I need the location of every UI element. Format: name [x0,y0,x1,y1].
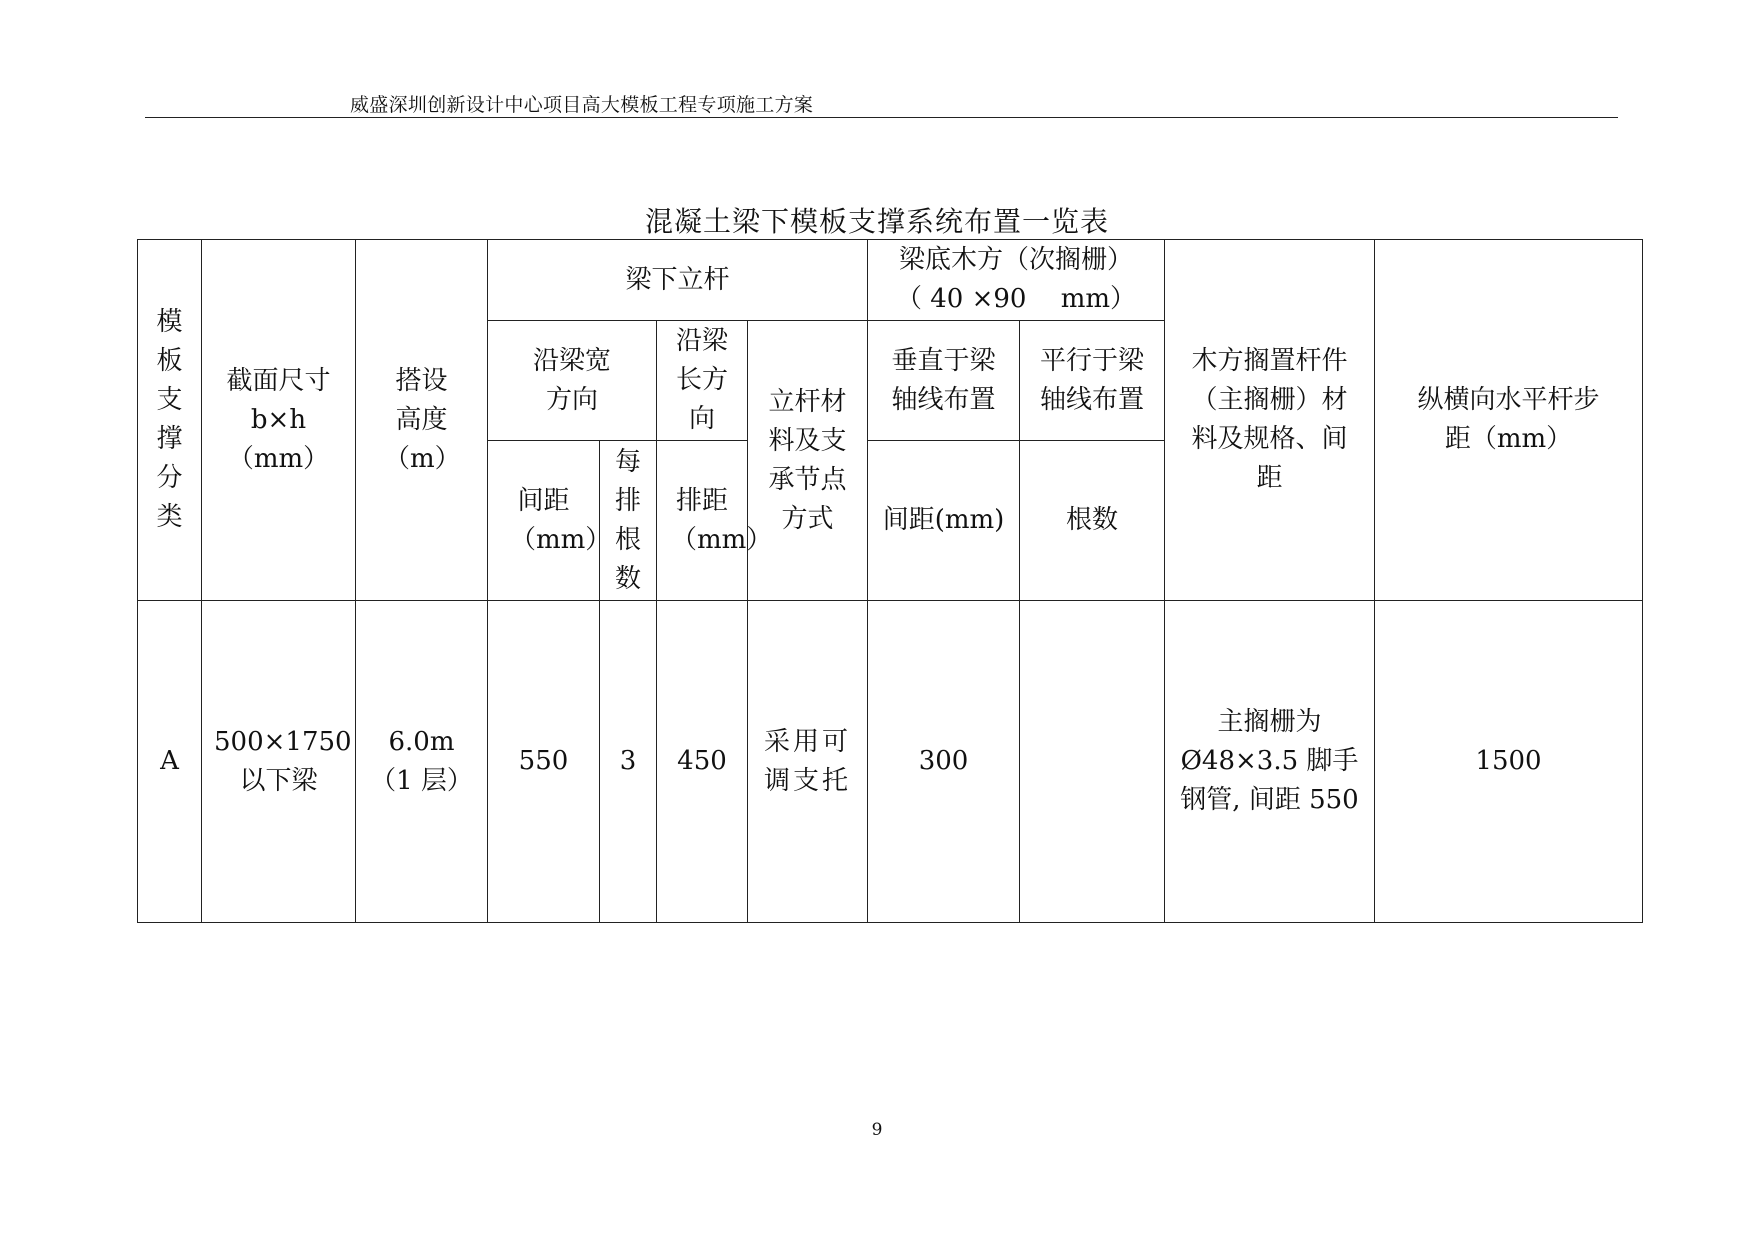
header-pole-group: 梁下立杆 [488,240,868,321]
table-title: 混凝土梁下模板支撑系统布置一览表 [644,205,1109,238]
cell-per-row-count: 3 [600,601,657,923]
header-main-joist: 木方搁置杆件 （主搁栅）材料及规格、间距 [1165,240,1375,601]
cell-row-spacing: 450 [657,601,748,923]
cell-pole-material: 采用可调支托 [748,601,868,923]
header-along-length: 沿梁长方向 [657,321,748,441]
header-timber-count: 根数 [1020,441,1165,601]
cell-section-size: 500×1750 以下梁 [202,601,356,923]
header-horizontal-step: 纵横向水平杆步距（mm） [1375,240,1643,601]
cell-support-class: A [138,601,202,923]
running-header: 威盛深圳创新设计中心项目高大模板工程专项施工方案 [350,94,814,116]
cell-timber-spacing: 300 [868,601,1020,923]
header-rule [145,117,1618,118]
header-erect-height: 搭设高度（m） [356,240,488,601]
header-along-width: 沿梁宽方向 [488,321,657,441]
header-timber-group [868,240,1165,321]
header-perpendicular: 垂直于梁轴线布置 [868,321,1020,441]
header-timber-group-line2: （ 40 ×90 mm） [895,284,1137,314]
header-timber-spacing: 间距(mm) [868,441,1020,601]
cell-timber-count [1020,601,1165,923]
support-layout-table [137,239,1643,923]
cell-erect-height-line1: 6.0m [388,726,455,757]
cell-spacing: 550 [488,601,600,923]
header-row-spacing: 排距（mm） [657,441,748,601]
cell-horizontal-step: 1500 [1375,601,1643,923]
cell-erect-height [356,601,488,923]
header-support-class: 模板支撑分类 [138,240,202,601]
header-pole-material: 立杆材料及支承节点方式 [748,321,868,601]
cell-main-joist: 主搁栅为 Ø48×3.5 脚手钢管, 间距 550 [1165,601,1375,923]
header-per-row-count: 每排根数 [600,441,657,601]
header-timber-group-line1: 梁底木方（次搁栅） [899,245,1134,275]
header-spacing: 间距（mm） [488,441,600,601]
page-number: 9 [871,1120,883,1140]
header-parallel: 平行于梁轴线布置 [1020,321,1165,441]
cell-erect-height-line2: （1 层） [370,765,473,796]
header-section-size: 截面尺寸 b×h（mm） [202,240,356,601]
